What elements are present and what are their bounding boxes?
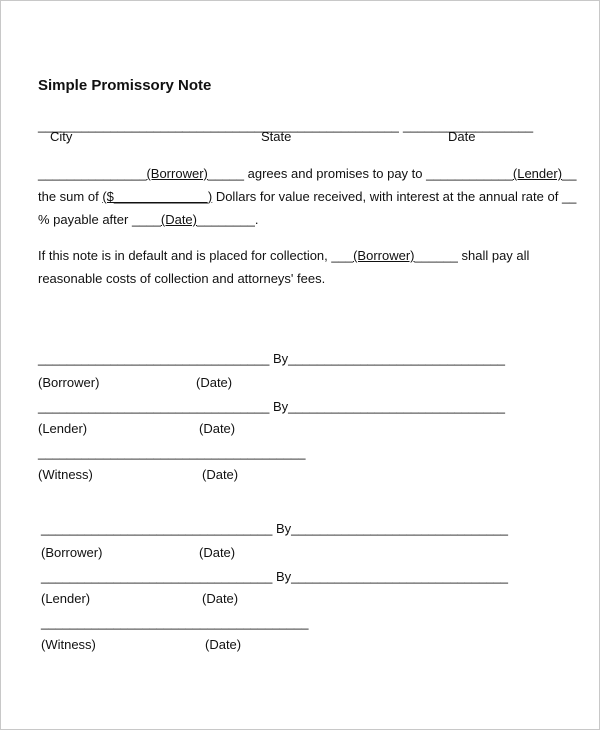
payable-text: % payable after — [38, 212, 132, 227]
lender-signature-label: (Lender) — [41, 591, 91, 606]
shall-pay-text: shall pay all — [457, 248, 530, 263]
promise-line-2 — [38, 189, 576, 204]
lender-signature-line: ________________________________ By______________________________ — [38, 399, 506, 414]
witness-date-label: (Date) — [202, 467, 239, 482]
witness-signature-line: _____________________________________ — [41, 615, 309, 630]
borrower-field: (Borrower) — [146, 166, 208, 181]
payable-date-field: (Date) — [160, 212, 197, 227]
lender-blank-post: __ — [562, 166, 577, 181]
borrower-signature-line: ________________________________ By______________________________ — [41, 521, 509, 536]
borrower-blank-post: _____ — [207, 166, 245, 181]
interest-text: Dollars for value received, with interest at the annual rate of __ — [212, 189, 577, 204]
collection-blank-pre: ___ — [331, 248, 354, 263]
borrower-date-label: (Date) — [196, 375, 233, 390]
borrower-signature-label: (Borrower) — [41, 545, 103, 560]
date-line: __________________ — [403, 118, 534, 133]
witness-signature-line: _____________________________________ — [38, 445, 306, 460]
document-title: Simple Promissory Note — [38, 77, 212, 94]
date-blank-post: ________ — [197, 212, 255, 227]
borrower-signature-label: (Borrower) — [38, 375, 100, 390]
lender-signature-line: ________________________________ By______________________________ — [41, 569, 509, 584]
lender-signature-label: (Lender) — [38, 421, 88, 436]
promise-line-1 — [38, 166, 577, 181]
witness-date-label: (Date) — [205, 637, 242, 652]
city-line: ____________________ — [38, 118, 183, 133]
state-line: ______________________________ — [182, 118, 399, 133]
state-label: State — [261, 129, 292, 144]
default-line-2: reasonable costs of collection and attorneys' fees. — [38, 271, 326, 286]
promise-text: agrees and promises to pay to — [244, 166, 427, 181]
city-label: City — [50, 129, 73, 144]
date-blank-pre: ____ — [131, 212, 161, 227]
promise-line-3 — [38, 212, 258, 227]
borrower-blank-pre: _______________ — [38, 166, 147, 181]
witness-signature-label: (Witness) — [41, 637, 96, 652]
default-line-1 — [38, 248, 529, 263]
witness-signature-label: (Witness) — [38, 467, 93, 482]
period: . — [254, 212, 259, 227]
lender-blank-pre: ____________ — [426, 166, 513, 181]
date-label: Date — [448, 129, 476, 144]
sum-text: the sum of — [38, 189, 103, 204]
lender-date-label: (Date) — [202, 591, 239, 606]
amount-field: ($_____________) — [102, 189, 213, 204]
default-text: If this note is in default and is placed for collection, — [38, 248, 332, 263]
borrower-signature-line: ________________________________ By______________________________ — [38, 351, 506, 366]
lender-field: (Lender) — [512, 166, 563, 181]
collection-borrower-field: (Borrower) — [353, 248, 415, 263]
borrower-date-label: (Date) — [199, 545, 236, 560]
collection-blank-post: ______ — [414, 248, 458, 263]
lender-date-label: (Date) — [199, 421, 236, 436]
